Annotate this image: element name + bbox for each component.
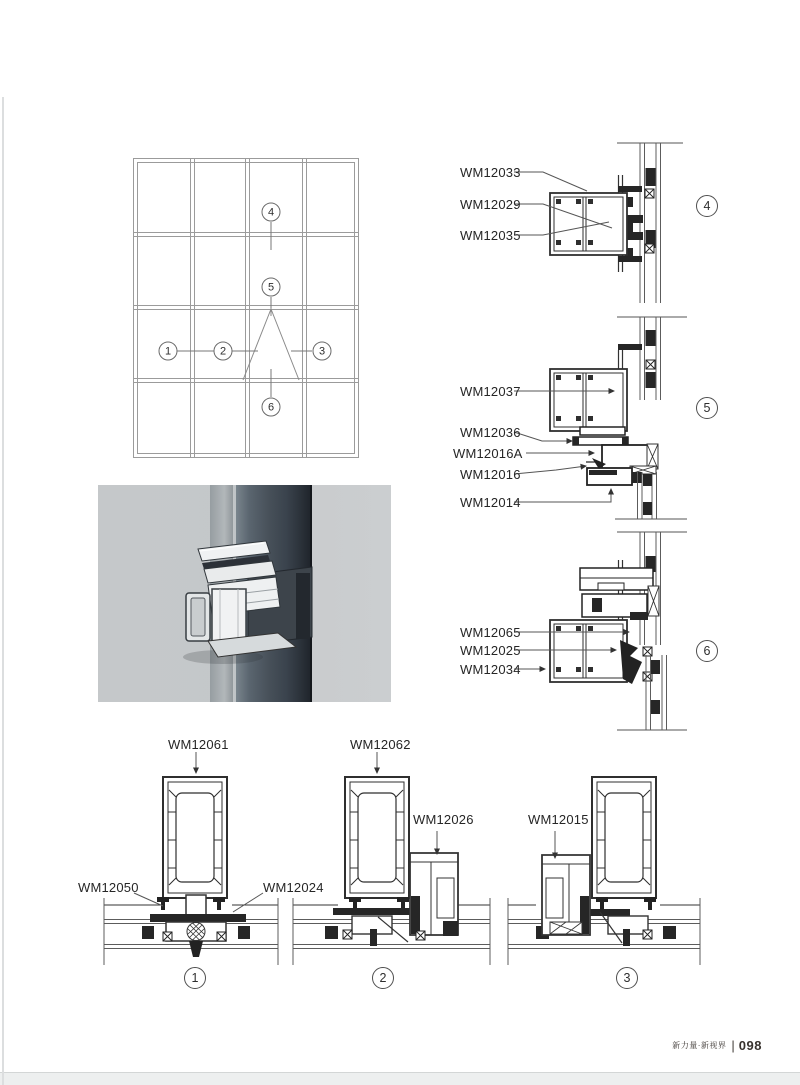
elevation-callout-6: 6	[262, 398, 281, 417]
plan-detail-2-drawing	[325, 777, 458, 946]
part-label-wm12033: WM12033	[460, 165, 521, 180]
part-label-wm12050: WM12050	[78, 880, 139, 895]
detail-3-number: 3	[616, 967, 638, 989]
part-label-wm12034: WM12034	[460, 662, 521, 677]
section-detail-5-drawing	[550, 317, 687, 519]
part-label-wm12024: WM12024	[263, 880, 324, 895]
page-footer	[672, 1038, 762, 1053]
footer-separator: |	[731, 1038, 735, 1053]
profile-render-photo	[98, 485, 391, 702]
part-label-wm12036: WM12036	[460, 425, 521, 440]
part-label-wm12025: WM12025	[460, 643, 521, 658]
section-detail-6-drawing	[550, 532, 687, 730]
part-label-wm12062: WM12062	[350, 737, 411, 752]
part-label-wm12016a: WM12016A	[453, 446, 523, 461]
detail-5-number: 5	[696, 397, 718, 419]
part-label-wm12026: WM12026	[413, 812, 474, 827]
part-label-wm12037: WM12037	[460, 384, 521, 399]
elevation-callout-4: 4	[262, 203, 281, 222]
plan-detail-1-drawing	[142, 777, 250, 957]
part-label-wm12015: WM12015	[528, 812, 589, 827]
plan-detail-3-drawing	[536, 777, 676, 946]
page-left-edge	[2, 97, 4, 1085]
elevation-callout-3: 3	[313, 342, 332, 361]
elevation-callout-1: 1	[159, 342, 178, 361]
elevation-callout-2: 2	[214, 342, 233, 361]
part-label-wm12035: WM12035	[460, 228, 521, 243]
section-detail-4-drawing	[550, 143, 683, 303]
elevation-grid-drawing	[134, 159, 359, 458]
part-label-wm12061: WM12061	[168, 737, 229, 752]
detail-4-number: 4	[696, 195, 718, 217]
part-label-wm12065: WM12065	[460, 625, 521, 640]
detail-6-number: 6	[696, 640, 718, 662]
photo-profile-cutaway	[98, 485, 391, 702]
part-label-wm12029: WM12029	[460, 197, 521, 212]
part-label-wm12014: WM12014	[460, 495, 521, 510]
page-number: 098	[738, 1038, 762, 1053]
detail-2-number: 2	[372, 967, 394, 989]
footer-slogan: 新力量·新视界	[672, 1041, 727, 1050]
detail-1-number: 1	[184, 967, 206, 989]
part-label-wm12016: WM12016	[460, 467, 521, 482]
elevation-callout-5: 5	[262, 278, 281, 297]
page-bottom-band	[0, 1072, 800, 1085]
